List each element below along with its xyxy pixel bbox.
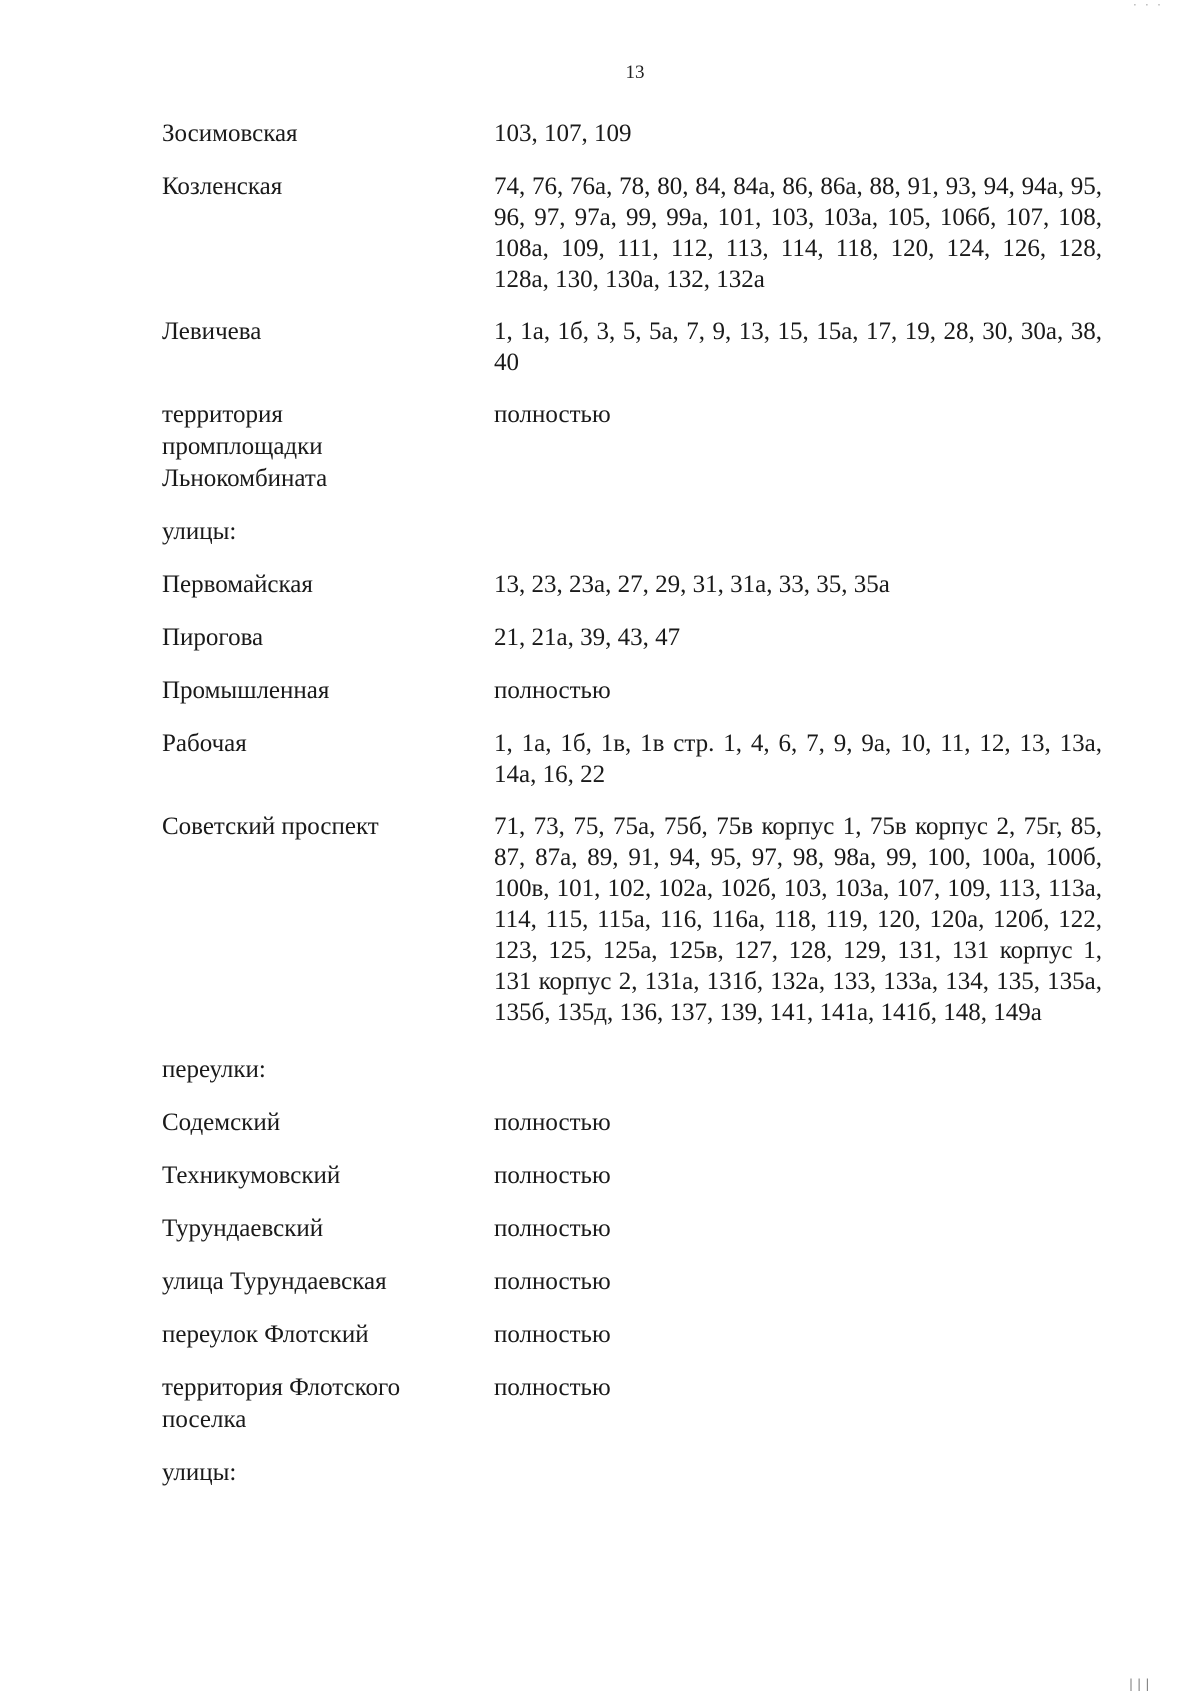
list-item	[162, 316, 1102, 378]
list-item	[162, 1319, 1102, 1351]
page-number: 13	[625, 62, 645, 83]
section-heading-lanes: переулки:	[162, 1056, 266, 1083]
list-item	[162, 1213, 1102, 1245]
house-numbers: 103, 107, 109	[494, 120, 632, 147]
list-item	[162, 118, 1102, 150]
list-item	[162, 569, 1102, 601]
house-numbers: 13, 23, 23а, 27, 29, 31, 31а, 33, 35, 35а	[494, 571, 890, 598]
house-numbers: 74, 76, 76а, 78, 80, 84, 84а, 86, 86а, 88, 91, 93, 94, 94а, 95, 96, 97, 97а, 99, 99а, 101, 103, 103а, 105, 106б, 107, 108, 108а, 109, 111, 112, 113, 114, 118, 120, 124, 126, 128, 128а, 130, 130а, 132, 132а	[494, 173, 1102, 293]
lane-name: Техникумовский	[162, 1162, 341, 1189]
list-item	[162, 1107, 1102, 1139]
street-name: Левичева	[162, 318, 262, 345]
street-name: Рабочая	[162, 730, 247, 757]
house-numbers: полностью	[494, 1374, 611, 1401]
list-item	[162, 811, 1102, 1028]
section-heading-streets: улицы:	[162, 518, 237, 545]
street-name: Зосимовская	[162, 120, 298, 147]
house-numbers: полностью	[494, 401, 611, 428]
street-name: улица Турундаевская	[162, 1268, 387, 1295]
street-name: Первомайская	[162, 571, 313, 598]
house-numbers: полностью	[494, 1321, 611, 1348]
list-item	[162, 1266, 1102, 1298]
scan-artifact-bottom: |||	[1127, 1677, 1152, 1691]
house-numbers: полностью	[494, 1215, 611, 1242]
list-item	[162, 171, 1102, 295]
list-item	[162, 1372, 1102, 1436]
house-numbers: полностью	[494, 1162, 611, 1189]
document-body	[162, 118, 1102, 1510]
list-item	[162, 622, 1102, 654]
list-item	[162, 675, 1102, 707]
lane-name: Турундаевский	[162, 1215, 324, 1242]
list-item	[162, 399, 1102, 495]
street-name: Промышленная	[162, 677, 330, 704]
house-numbers: 1, 1а, 1б, 3, 5, 5а, 7, 9, 13, 15, 15а, 17, 19, 28, 30, 30а, 38, 40	[494, 318, 1102, 376]
house-numbers: 71, 73, 75, 75а, 75б, 75в корпус 1, 75в корпус 2, 75г, 85, 87, 87а, 89, 91, 94, 95, 97, 98, 98а, 99, 100, 100а, 100б, 100в, 101, 102, 102а, 102б, 103, 103а, 107, 109, 113, 113а, 114, 115, 115а, 116, 116а, 118, 119, 120, 120а, 120б, 122, 123, 125, 125а, 125в, 127, 128, 129, 131, 131 корпус 1, 131 корпус 2, 131а, 131б, 132а, 133, 133а, 134, 135, 135а, 135б, 135д, 136, 137, 139, 141, 141а, 141б, 148, 149а	[494, 813, 1102, 1026]
house-numbers: 1, 1а, 1б, 1в, 1в стр. 1, 4, 6, 7, 9, 9а, 10, 11, 12, 13, 13а, 14а, 16, 22	[494, 730, 1102, 788]
lane-name: переулок Флотский	[162, 1321, 369, 1348]
territory-name-text: территория Флотского поселка	[162, 1374, 401, 1433]
house-numbers: полностью	[494, 677, 611, 704]
list-item	[162, 1160, 1102, 1192]
scan-artifact-top: · · ·	[1131, 0, 1162, 11]
section-heading-streets-2: улицы:	[162, 1459, 237, 1486]
territory-name-text: территория промплощадки Льнокомбината	[162, 401, 328, 492]
street-name: Советский проспект	[162, 813, 379, 840]
street-name: Пирогова	[162, 624, 264, 651]
list-item	[162, 728, 1102, 790]
territory-name	[162, 1372, 494, 1436]
lane-name: Содемский	[162, 1109, 281, 1136]
house-numbers: 21, 21а, 39, 43, 47	[494, 624, 681, 651]
territory-name	[162, 399, 494, 495]
house-numbers: полностью	[494, 1109, 611, 1136]
house-numbers: полностью	[494, 1268, 611, 1295]
street-name: Козленская	[162, 173, 283, 200]
